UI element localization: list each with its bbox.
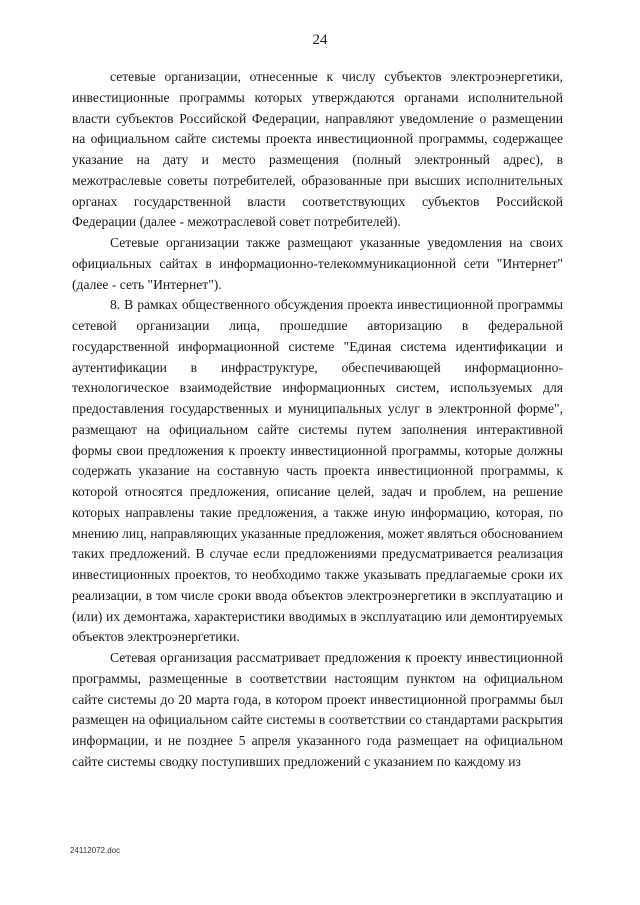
paragraph-public-discussion: 8. В рамках общественного обсуждения проекта инвестиционной программы сетевой организации лица, прошедшие авторизацию в федеральной государственной информационной системе "Единая система идентификации и аутентификации в инфраструктуре, обеспечивающей информационно-технологическое взаимодействие информационных систем, используемых для предоставления государственных и муниципальных услуг в электронной форме", размещают на официальном сайте системы путем заполнения интерактивной формы свои предложения к проекту инвестиционной программы, которые должны содержать указание на составную часть проекта инвестиционной программы, к которой относятся предложения, описание целей, задач и проблем, на решение которых направлены такие предложения, а также иную информацию, которая, по мнению лиц, направляющих указанные предложения, может являться обоснованием таких предложений. В случае если предложениями предусматривается реализация инвестиционных проектов, то необходимо также указывать предлагаемые сроки их реализации, в том числе сроки ввода объектов электроэнергетики в эксплуатацию и (или) их демонтажа, характеристики вводимых в эксплуатацию или демонтируемых объектов электроэнергетики. — [72, 297, 563, 645]
paragraph-network-notification: сетевые организации, отнесенные к числу субъектов электроэнергетики, инвестиционные программы которых утверждаются органами исполнительной власти субъектов Российской Федерации, направляют уведомление о размещении на официальном сайте системы проекта инвестиционной программы, содержащее указание на дату и место размещения (полный электронный адрес), в межотраслевые советы потребителей, образованные при высших исполнительных органах государственной власти соответствующих субъектов Российской Федерации (далее - межотраслевой совет потребителей). — [72, 69, 563, 230]
paragraph-internet-publication: Сетевые организации также размещают указанные уведомления на своих официальных сайтах в информационно-телекоммуникационной сети "Интернет" (далее - сеть "Интернет"). — [72, 235, 563, 292]
page-number: 24 — [312, 32, 328, 48]
document-filename: 24112072.doc — [70, 846, 121, 855]
document-body — [72, 67, 563, 773]
paragraph-proposal-review: Сетевая организация рассматривает предложения к проекту инвестиционной программы, размещенные в соответствии настоящим пунктом на официальном сайте системы до 20 марта года, в котором проект инвестиционной программы был размещен на официальном сайте системы в соответствии со стандартами раскрытия информации, и не позднее 5 апреля указанного года размещает на официальном сайте системы сводку поступивших предложений с указанием по каждому из — [72, 650, 563, 769]
